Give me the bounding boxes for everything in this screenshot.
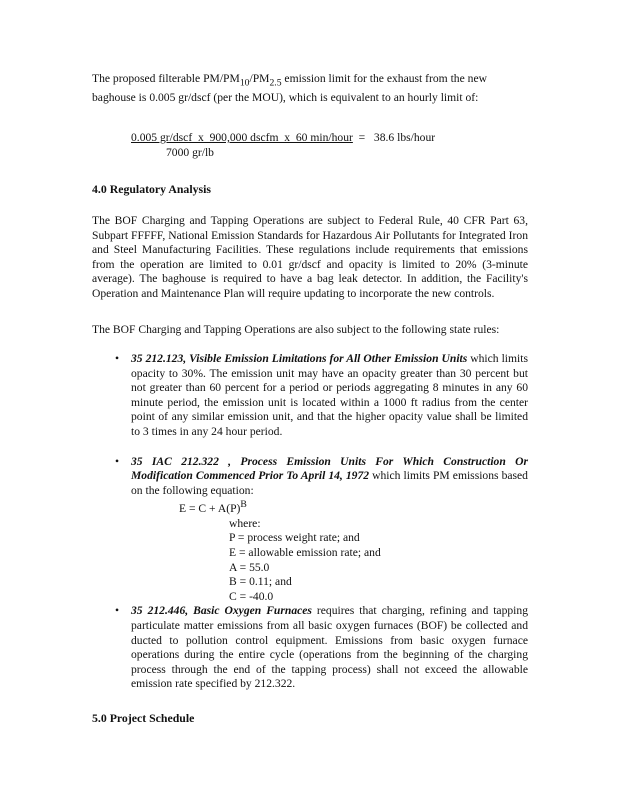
intro-text-middle: /PM: [249, 72, 270, 85]
pm-emission-formula: [131, 498, 528, 604]
bullet-icon: •: [115, 604, 120, 618]
formula-variable: A = 55.0: [229, 560, 270, 574]
rule-text: which limits PM emissions based on the following equation:: [131, 469, 528, 497]
equation-result: = 38.6 lbs/hour: [352, 131, 436, 144]
equation-denominator: 7000 gr/lb: [166, 145, 214, 159]
rule-citation: 35 212.123, Visible Emission Limitations for All Other Emission Units: [131, 352, 468, 365]
rule-item: [92, 455, 528, 605]
rule-text: which limits opacity to 30%. The emission unit may have an opacity greater than 30 percent but not greater than 60 percent for a period or periods aggregating 8 minutes in any 60 minute period, the emission unit is located within a 1000 ft radius from the center point of any similar emission unit, and that the higher opacity value shall be limited to 3 times in any 24 hour period.: [131, 352, 528, 438]
formula-variable: E = allowable emission rate; and: [229, 545, 381, 559]
intro-subscript-pm10: 10: [239, 77, 250, 89]
regulatory-paragraph: The BOF Charging and Tapping Operations are subject to Federal Rule, 40 CFR Part 63, Subpart FFFFF, National Emission Standards for Hazardous Air Pollutants for Integrated Iron and Steel Manufacturing Facilities. These regulations include requirements that emissions from the operation are limited to 0.01 gr/dscf and opacity is limited to 20% (3-minute average). The baghouse is required to have a bag leak detector. In addition, the Facility's Operation and Maintenance Plan will require updating to incorporate the new controls.: [92, 214, 528, 300]
bullet-icon: •: [115, 454, 120, 468]
intro-paragraph: [92, 72, 528, 106]
state-rules-list: [92, 352, 528, 692]
section-heading-project-schedule: 5.0 Project Schedule: [92, 711, 195, 725]
hourly-limit-equation: [131, 131, 435, 160]
state-rules-intro: The BOF Charging and Tapping Operations are also subject to the following state rules:: [92, 323, 500, 336]
bullet-icon: •: [115, 352, 120, 365]
section-heading-regulatory-analysis: 4.0 Regulatory Analysis: [92, 182, 211, 196]
rule-item: [92, 604, 528, 692]
formula-variable: C = -40.0: [229, 589, 274, 603]
rule-citation: 35 212.446, Basic Oxygen Furnaces: [131, 604, 312, 618]
intro-subscript-pm25: 2.5: [269, 77, 282, 89]
equation-numerator: 0.005 gr/dscf x 900,000 dscfm x 60 min/hour: [131, 131, 353, 144]
rule-item: [92, 352, 528, 440]
formula-exponent: B: [240, 499, 247, 511]
intro-text-end: emission limit for the exhaust from the new baghouse is 0.005 gr/dscf (per the MOU), which is equivalent to an hourly limit of:: [92, 72, 487, 104]
rule-text: requires that charging, refining and tapping particulate matter emissions from all basic oxygen furnaces (BOF) be collected and ducted to pollution control equipment. Emissions from basic oxygen furnace operations during the entire cycle (operations from the beginning of the charging process through the end of the tapping process) shall not exceed the allowable emission rate specified by 212.322.: [131, 604, 528, 691]
formula-variable: B = 0.11; and: [229, 575, 292, 589]
formula-where: where:: [229, 516, 261, 530]
intro-text-start: The proposed filterable PM/PM: [92, 72, 240, 85]
formula-variable: P = process weight rate; and: [229, 531, 360, 545]
formula-equation: E = C + A(P): [179, 502, 241, 516]
rule-citation: 35 IAC 212.322 , Process Emission Units For Which Construction Or Modification Commenced Prior To April 14, 1972: [131, 454, 528, 483]
